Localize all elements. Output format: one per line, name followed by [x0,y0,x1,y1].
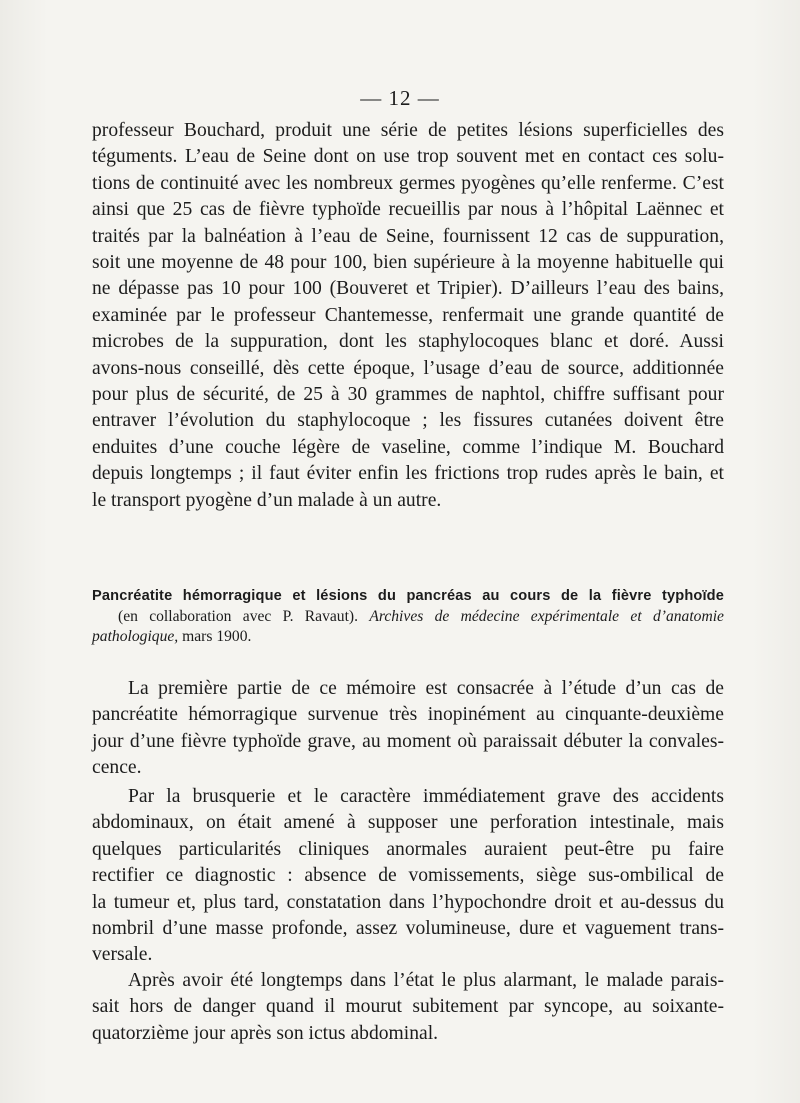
text-line: cence. [92,757,142,779]
text-line: examinée par le professeur Chantemesse, renfermait une grande quantité de [92,304,724,326]
text-line: Par la brusquerie et le caractère immédiatement grave des accidents [128,786,724,807]
text-line: Après avoir été longtemps dans l’état le plus alarmant, le malade parais- [128,970,724,991]
text-line: la tumeur et, plus tard, constatation dans l’hypochondre droit et au-dessus du [92,891,724,913]
text-line: ainsi que 25 cas de fièvre typhoïde recueillis par nous à l’hôpital Laënnec et [92,199,724,221]
text-line: pour plus de sécurité, de 25 à 30 grammes de naphtol, chiffre suffisant pour [92,384,724,406]
publication-heading [92,586,724,648]
paragraph-2 [92,676,724,782]
paragraph-1 [92,118,724,514]
text-line: quelques particularités cliniques anormales auraient peut-être pu faire [92,838,724,860]
publication-citation-line [92,627,724,648]
publication-title: Pancréatite hémorragique et lésions du pancréas au cours de la fièvre typhoïde [92,588,724,604]
publication-journal: Archives de médecine expérimentale et d’anatomie [369,607,724,625]
text-line: nombril d’une masse profonde, assez volumineuse, dure et vaguement trans- [92,918,724,940]
text-line: sait hors de danger quand il mourut subitement par syncope, au soixante- [92,996,724,1018]
paragraph-3 [92,784,724,969]
paragraph-4 [92,968,724,1047]
text-line: quatorzième jour après son ictus abdominal. [92,1022,439,1044]
text-line: depuis longtemps ; il faut éviter enfin les frictions trop rudes après le bain, et [92,463,724,485]
page-number: — 12 — [360,86,440,110]
text-line: jour d’une fièvre typhoïde grave, au moment où paraissait débuter la convales- [92,730,724,752]
text-line: versale. [92,944,153,966]
text-line: pancréatite hémorragique survenue très inopinément au cinquante-deuxième [92,704,724,726]
text-line: enduites d’une couche légère de vaseline, comme l’indique M. Bouchard [92,436,724,458]
text-line: ne dépasse pas 10 pour 100 (Bouveret et Tripier). D’ailleurs l’eau des bains, [92,278,724,300]
text-line: rectifier ce diagnostic : absence de vomissements, siège sus-ombilical de [92,865,724,887]
text-line: tions de continuité avec les nombreux germes pyogènes qu’elle renferme. C’est [92,172,724,194]
publication-title-line [92,586,724,607]
text-line: le transport pyogène d’un malade à un autre. [92,489,442,511]
text-line: soit une moyenne de 48 pour 100, bien supérieure à la moyenne habituelle qui [92,252,724,274]
text-line: microbes de la suppuration, dont les staphylocoques blanc et doré. Aussi [92,331,724,353]
text-line: avons-nous conseillé, dès cette époque, l’usage d’eau de source, additionnée [92,357,724,379]
publication-journal-cont: pathologique, [92,628,179,645]
text-line: téguments. L’eau de Seine dont on use trop souvent met en contact ces solu- [92,146,724,168]
publication-date: mars 1900. [182,628,252,645]
text-line: professeur Bouchard, produit une série de petites lésions superficielles des [92,120,724,141]
text-line: entraver l’évolution du staphylocoque ; les fissures cutanées doivent être [92,410,724,432]
text-line: La première partie de ce mémoire est consacrée à l’étude d’un cas de [128,678,724,699]
publication-citation-line [92,607,724,628]
text-line: traités par la balnéation à l’eau de Seine, fournissent 12 cas de suppuration, [92,225,724,247]
publication-collab: (en collaboration avec P. Ravaut). [118,607,359,625]
text-line: abdominaux, on était amené à supposer une perforation intestinale, mais [92,812,724,834]
